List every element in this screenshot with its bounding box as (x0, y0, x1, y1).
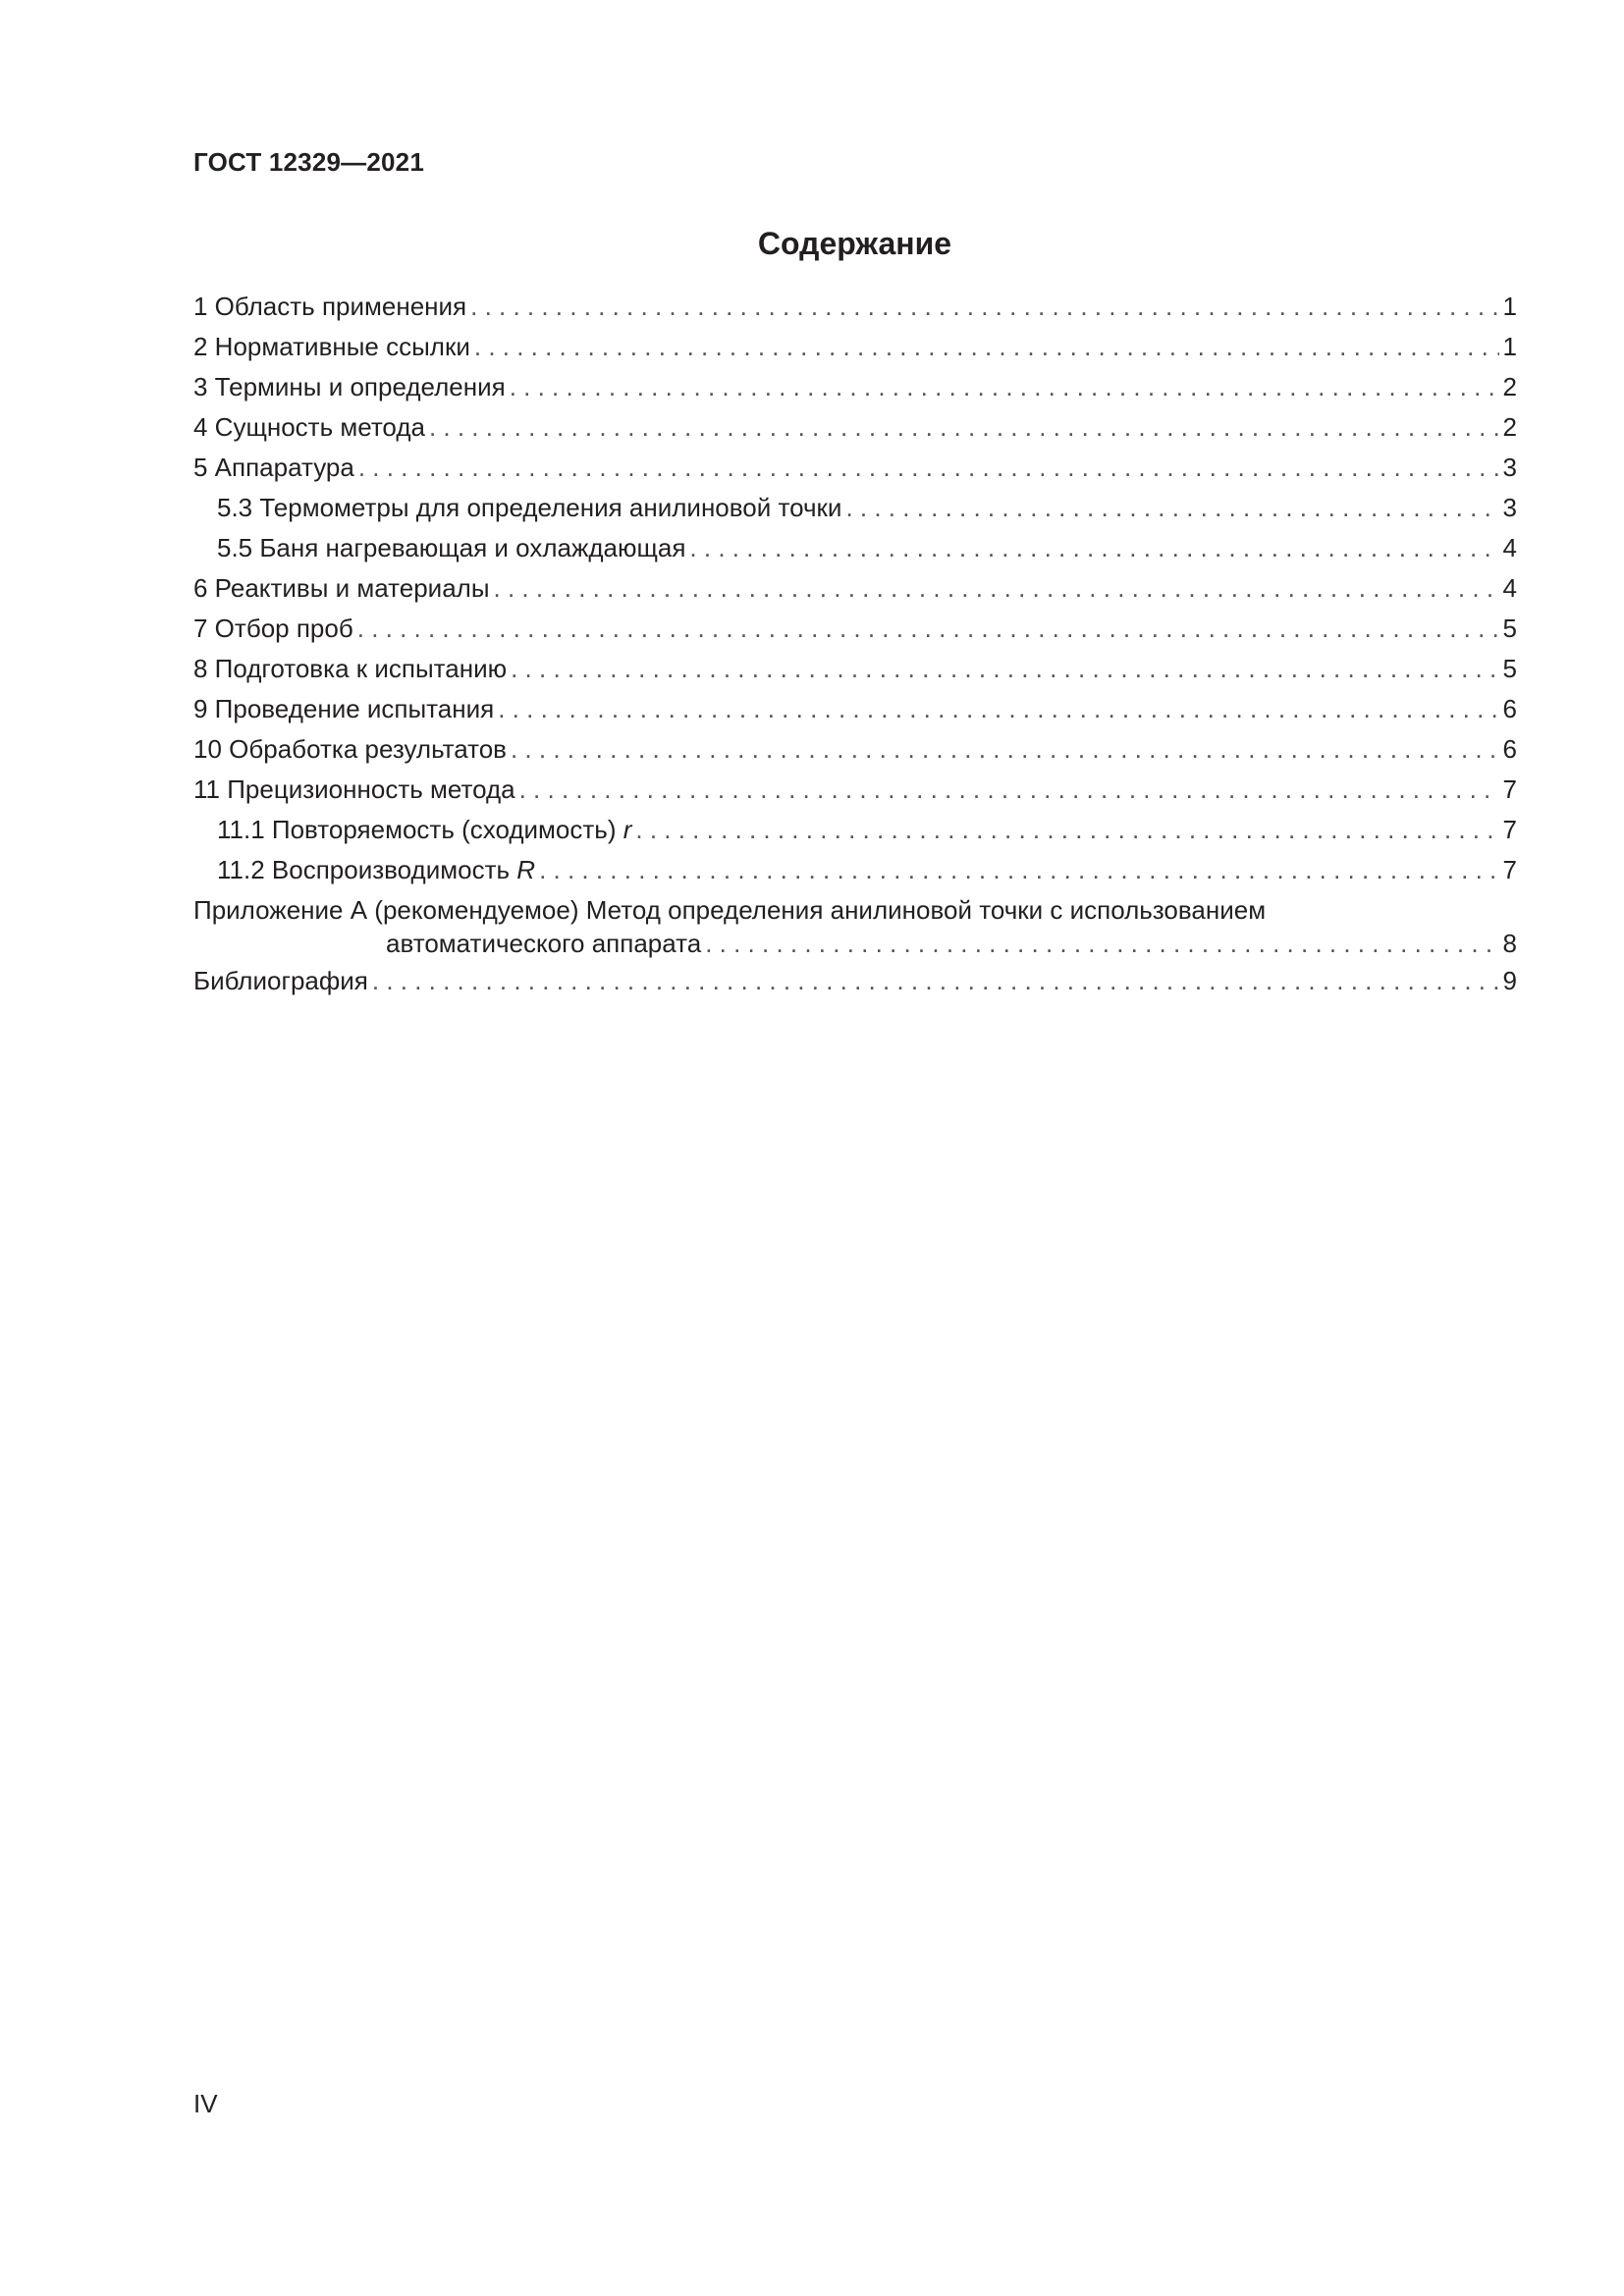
toc-entry-page: 1 (1502, 292, 1517, 321)
toc-entry-7[interactable] (193, 609, 1517, 649)
toc-entry-label: 6 Реактивы и материалы (193, 573, 490, 603)
page-number: IV (193, 2089, 218, 2118)
toc-entry-11[interactable] (193, 770, 1517, 810)
toc-entry-1[interactable] (193, 287, 1517, 327)
toc-leader-dots (845, 488, 1498, 528)
toc-entry-11-2[interactable] (193, 850, 1517, 890)
toc-entry-text: 11.1 Повторяемость (сходимость) (217, 815, 617, 844)
toc-entry-label (217, 810, 631, 850)
toc-entry-label: 3 Термины и определения (193, 372, 506, 401)
toc-entry-page: 2 (1502, 372, 1517, 401)
toc-entry-page: 9 (1502, 966, 1517, 995)
toc-entry-label: 5 Аппаратура (193, 453, 354, 482)
toc-entry-label: 4 Сущность метода (193, 412, 425, 442)
toc-leader-dots (511, 729, 1499, 770)
toc-leader-dots (372, 961, 1499, 1001)
toc-entry-page: 8 (1502, 929, 1517, 958)
toc-entry-label: Библиография (193, 966, 368, 995)
toc-entry-page: 7 (1502, 855, 1517, 884)
toc-title: Содержание (757, 226, 952, 261)
table-of-contents (193, 287, 1517, 1001)
toc-entry-page: 1 (1502, 332, 1517, 361)
toc-entry-page: 7 (1502, 815, 1517, 844)
toc-leader-dots (689, 528, 1498, 568)
toc-annex-line2: автоматического аппарата (386, 929, 702, 958)
toc-entry-page: 7 (1502, 774, 1517, 804)
toc-entry-label: 5.5 Баня нагревающая и охлаждающая (217, 533, 686, 562)
toc-entry-page: 3 (1502, 453, 1517, 482)
toc-leader-dots (705, 927, 1498, 961)
toc-entry-5-5[interactable] (193, 528, 1517, 568)
toc-entry-variable: R (516, 855, 536, 884)
toc-entry-page: 4 (1502, 573, 1517, 603)
toc-entry-page: 6 (1502, 694, 1517, 723)
toc-leader-dots (510, 367, 1499, 407)
toc-entry-label: 10 Обработка результатов (193, 734, 507, 764)
toc-leader-dots (474, 327, 1499, 367)
toc-entry-9[interactable] (193, 689, 1517, 729)
toc-entry-label: 1 Область применения (193, 292, 467, 321)
toc-leader-dots (429, 407, 1499, 448)
toc-entry-variable: r (623, 815, 632, 844)
toc-entry-bibliography[interactable] (193, 961, 1517, 1001)
toc-leader-dots (494, 568, 1499, 609)
toc-entry-page: 3 (1502, 493, 1517, 522)
toc-entry-text: 11.2 Воспроизводимость (217, 855, 511, 884)
toc-leader-dots (498, 689, 1498, 729)
toc-entry-2[interactable] (193, 327, 1517, 367)
toc-leader-dots (539, 850, 1498, 890)
toc-entry-label: 8 Подготовка к испытанию (193, 654, 508, 683)
toc-leader-dots (635, 810, 1498, 850)
toc-entry-5-3[interactable] (193, 488, 1517, 528)
toc-entry-label: 2 Нормативные ссылки (193, 332, 470, 361)
toc-entry-label: 11 Прецизионность метода (193, 774, 515, 804)
toc-entry-6[interactable] (193, 568, 1517, 609)
toc-entry-5[interactable] (193, 448, 1517, 488)
toc-entry-page: 5 (1502, 654, 1517, 683)
toc-annex-line2-row (193, 927, 1517, 961)
toc-annex-line1: Приложение А (рекомендуемое) Метод определения анилиновой точки с использованием (193, 895, 1267, 925)
toc-entry-page: 5 (1502, 614, 1517, 643)
toc-entry-label: 5.3 Термометры для определения анилиновой точки (217, 493, 842, 522)
toc-entry-page: 6 (1502, 734, 1517, 764)
toc-leader-dots (470, 287, 1498, 327)
toc-entry-label: 9 Проведение испытания (193, 694, 495, 723)
toc-entry-annex-a[interactable] (193, 894, 1517, 961)
toc-leader-dots (357, 609, 1499, 649)
standard-designation: ГОСТ 12329—2021 (193, 147, 424, 177)
toc-entry-page: 2 (1502, 412, 1517, 442)
toc-leader-dots (358, 448, 1499, 488)
toc-entry-3[interactable] (193, 367, 1517, 407)
toc-entry-page: 4 (1502, 533, 1517, 562)
toc-entry-10[interactable] (193, 729, 1517, 770)
toc-entry-label (217, 850, 535, 890)
toc-leader-dots (519, 770, 1499, 810)
toc-entry-11-1[interactable] (193, 810, 1517, 850)
toc-leader-dots (511, 649, 1498, 689)
toc-entry-8[interactable] (193, 649, 1517, 689)
toc-entry-4[interactable] (193, 407, 1517, 448)
toc-entry-label: 7 Отбор проб (193, 614, 353, 643)
